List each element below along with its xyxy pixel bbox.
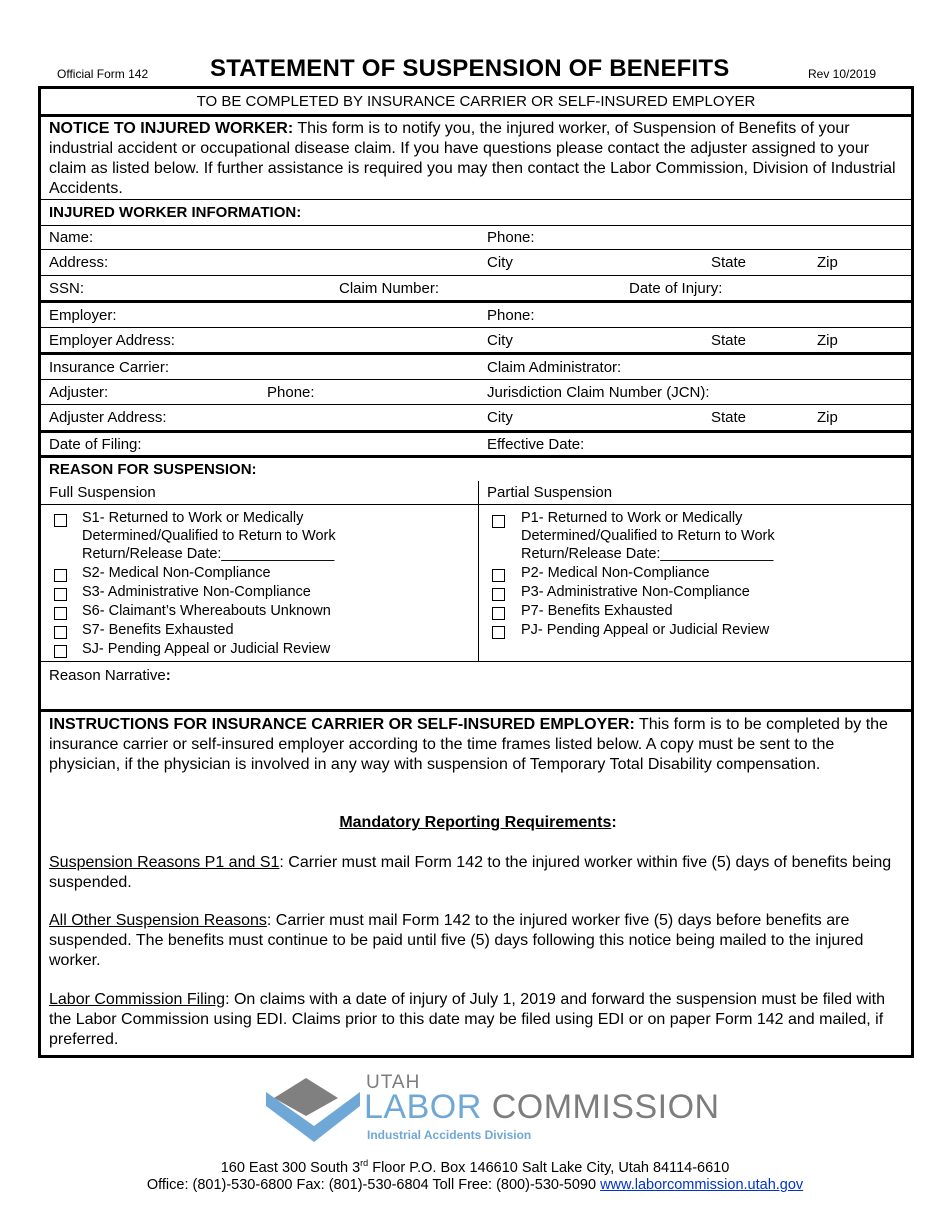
s7-label: S7- Benefits Exhausted xyxy=(82,622,234,638)
other-reasons-text: : Carrier must mail Form 142 to the injured worker five (5) days before benefits are suspended. The benefits must continue to be paid until five (5) days following this notice being mailed to the injured worker. xyxy=(49,912,864,969)
worker-address-row[interactable] xyxy=(41,250,911,276)
p2-label: P2- Medical Non-Compliance xyxy=(521,565,710,581)
mandatory-heading xyxy=(49,813,907,833)
jcn-label: Jurisdiction Claim Number (JCN): xyxy=(487,384,710,401)
worker-phone-label: Phone: xyxy=(487,229,535,246)
p3-label: P3- Administrative Non-Compliance xyxy=(521,584,750,600)
worker-state-label: State xyxy=(711,254,747,271)
s3-checkbox[interactable] xyxy=(54,588,67,601)
p1s1-text: : Carrier must mail Form 142 to the injured worker within five (5) days of benefits being suspended. xyxy=(49,854,892,891)
worker-city-label: City xyxy=(487,254,513,271)
p3-checkbox[interactable] xyxy=(492,588,505,601)
logo-labor: LABOR xyxy=(364,1088,482,1126)
instructions-label: INSTRUCTIONS FOR INSURANCE CARRIER OR SELF-INSURED EMPLOYER: xyxy=(49,716,635,733)
full-suspension-heading: Full Suspension xyxy=(49,484,156,501)
form-number: Official Form 142 xyxy=(57,67,149,81)
filing-row[interactable] xyxy=(41,431,911,458)
logo-commission: COMMISSION xyxy=(491,1088,720,1126)
worker-claim-number-label: Claim Number: xyxy=(339,280,440,297)
notice-text: This form is to notify you, the injured worker, of Suspension of Benefits of your industrial accident or occupational disease claim. If you have questions please contact the adjuster assigned to your claim as listed below. If further assistance is required you may then contact the Labor Commission, Division of Industrial Accidents. xyxy=(49,120,896,197)
completed-by-row xyxy=(41,89,911,117)
effective-date-label: Effective Date: xyxy=(487,436,585,453)
employer-label: Employer: xyxy=(49,307,117,324)
instructions-section xyxy=(41,712,911,1055)
s1-checkbox[interactable] xyxy=(54,514,67,527)
form-title: STATEMENT OF SUSPENSION OF BENEFITS xyxy=(210,55,730,82)
form-box xyxy=(38,86,914,1058)
footer-address xyxy=(0,1158,950,1176)
s2-label: S2- Medical Non-Compliance xyxy=(82,565,271,581)
footer-address-part2: Floor P.O. Box 146610 Salt Lake City, Utah 84114-6610 xyxy=(368,1159,730,1176)
adjuster-address-row[interactable] xyxy=(41,405,911,431)
website-link[interactable]: www.laborcommission.utah.gov xyxy=(600,1177,804,1193)
suspension-options-section xyxy=(41,505,911,662)
footer-contact xyxy=(0,1177,950,1193)
date-of-filing-label: Date of Filing: xyxy=(49,436,142,453)
logo-wordmark xyxy=(364,1088,720,1127)
reason-narrative-colon: : xyxy=(165,667,171,684)
worker-name-label: Name: xyxy=(49,229,94,246)
employer-address-label: Employer Address: xyxy=(49,332,175,349)
worker-date-of-injury-label: Date of Injury: xyxy=(629,280,723,297)
s1-line1: S1- Returned to Work or Medically xyxy=(82,510,304,526)
worker-zip-label: Zip xyxy=(817,254,838,271)
completed-by-text: TO BE COMPLETED BY INSURANCE CARRIER OR SELF-INSURED EMPLOYER xyxy=(196,93,756,110)
footer-address-sup: rd xyxy=(360,1158,369,1168)
sj-label: SJ- Pending Appeal or Judicial Review xyxy=(82,641,331,657)
filing-paragraph xyxy=(49,990,907,1050)
p1-line1: P1- Returned to Work or Medically xyxy=(521,510,743,526)
utah-shape-icon xyxy=(266,1076,360,1142)
claim-administrator-label: Claim Administrator: xyxy=(487,359,622,376)
notice-paragraph xyxy=(49,119,907,199)
s1-line2: Determined/Qualified to Return to Work xyxy=(82,528,336,544)
employer-zip-label: Zip xyxy=(817,332,838,349)
instructions-paragraph xyxy=(49,715,907,775)
employer-address-row[interactable] xyxy=(41,328,911,355)
filing-label: Labor Commission Filing xyxy=(49,991,226,1008)
worker-heading: INJURED WORKER INFORMATION: xyxy=(49,204,302,221)
p7-checkbox[interactable] xyxy=(492,607,505,620)
p7-label: P7- Benefits Exhausted xyxy=(521,603,673,619)
worker-ssn-label: SSN: xyxy=(49,280,85,297)
s6-checkbox[interactable] xyxy=(54,607,67,620)
worker-ssn-row[interactable] xyxy=(41,276,911,303)
adjuster-row[interactable] xyxy=(41,380,911,405)
form-revision: Rev 10/2019 xyxy=(808,67,877,81)
notice-label: NOTICE TO INJURED WORKER: xyxy=(49,120,294,137)
other-reasons-paragraph xyxy=(49,911,907,971)
employer-row[interactable] xyxy=(41,303,911,328)
footer-address-part1: 160 East 300 South 3 xyxy=(220,1159,361,1176)
pj-label: PJ- Pending Appeal or Judicial Review xyxy=(521,622,770,638)
adjuster-label: Adjuster: xyxy=(49,384,109,401)
other-reasons-label: All Other Suspension Reasons xyxy=(49,912,267,929)
adjuster-state-label: State xyxy=(711,409,747,426)
sj-checkbox[interactable] xyxy=(54,645,67,658)
mandatory-heading-colon: : xyxy=(611,814,617,831)
partial-suspension-heading: Partial Suspension xyxy=(487,484,613,501)
labor-commission-logo xyxy=(266,1072,720,1146)
employer-city-label: City xyxy=(487,332,513,349)
p1s1-paragraph xyxy=(49,853,907,893)
s1-line3: Return/Release Date:______________ xyxy=(82,546,335,562)
worker-heading-row xyxy=(41,200,911,225)
footer-contact-text: Office: (801)-530-6800 Fax: (801)-530-6804 Toll Free: (800)-530-5090 xyxy=(146,1177,601,1193)
adjuster-city-label: City xyxy=(487,409,513,426)
reason-heading-row xyxy=(41,458,911,481)
mandatory-heading-text: Mandatory Reporting Requirements xyxy=(339,814,612,831)
reason-narrative-text: Reason Narrative xyxy=(49,667,166,684)
employer-state-label: State xyxy=(711,332,747,349)
notice-section xyxy=(41,117,911,200)
s2-checkbox[interactable] xyxy=(54,569,67,582)
s7-checkbox[interactable] xyxy=(54,626,67,639)
p1-checkbox[interactable] xyxy=(492,515,505,528)
reason-narrative-label xyxy=(49,663,171,688)
worker-name-row[interactable] xyxy=(41,225,911,250)
p1-line3: Return/Release Date:______________ xyxy=(521,546,774,562)
p1-line2: Determined/Qualified to Return to Work xyxy=(521,528,775,544)
filing-text: : On claims with a date of injury of July 1, 2019 and forward the suspension must be filed with the Labor Commission using EDI. Claims prior to this date may be filed using EDI or on paper Form 142 and mailed, if preferred. xyxy=(49,991,885,1048)
pj-checkbox[interactable] xyxy=(492,626,505,639)
adjuster-zip-label: Zip xyxy=(817,409,838,426)
s6-label: S6- Claimant’s Whereabouts Unknown xyxy=(82,603,331,619)
instructions-text: This form is to be completed by the insurance carrier or self-insured employer according to the time frames listed below. A copy must be sent to the physician, if the physician is involved in any way with suspension of Temporary Total Disability compensation. xyxy=(49,716,888,773)
reason-narrative-row[interactable] xyxy=(41,662,911,712)
logo-utah: UTAH xyxy=(366,1072,421,1093)
p2-checkbox[interactable] xyxy=(492,569,505,582)
reason-heading: REASON FOR SUSPENSION: xyxy=(49,461,257,478)
employer-phone-label: Phone: xyxy=(487,307,535,324)
carrier-row[interactable] xyxy=(41,355,911,380)
insurance-carrier-label: Insurance Carrier: xyxy=(49,359,170,376)
p1s1-label: Suspension Reasons P1 and S1 xyxy=(49,854,280,871)
worker-address-label: Address: xyxy=(49,254,109,271)
suspension-type-row xyxy=(41,481,911,505)
s3-label: S3- Administrative Non-Compliance xyxy=(82,584,311,600)
adjuster-phone-label: Phone: xyxy=(267,384,315,401)
adjuster-address-label: Adjuster Address: xyxy=(49,409,167,426)
logo-division: Industrial Accidents Division xyxy=(367,1128,532,1142)
